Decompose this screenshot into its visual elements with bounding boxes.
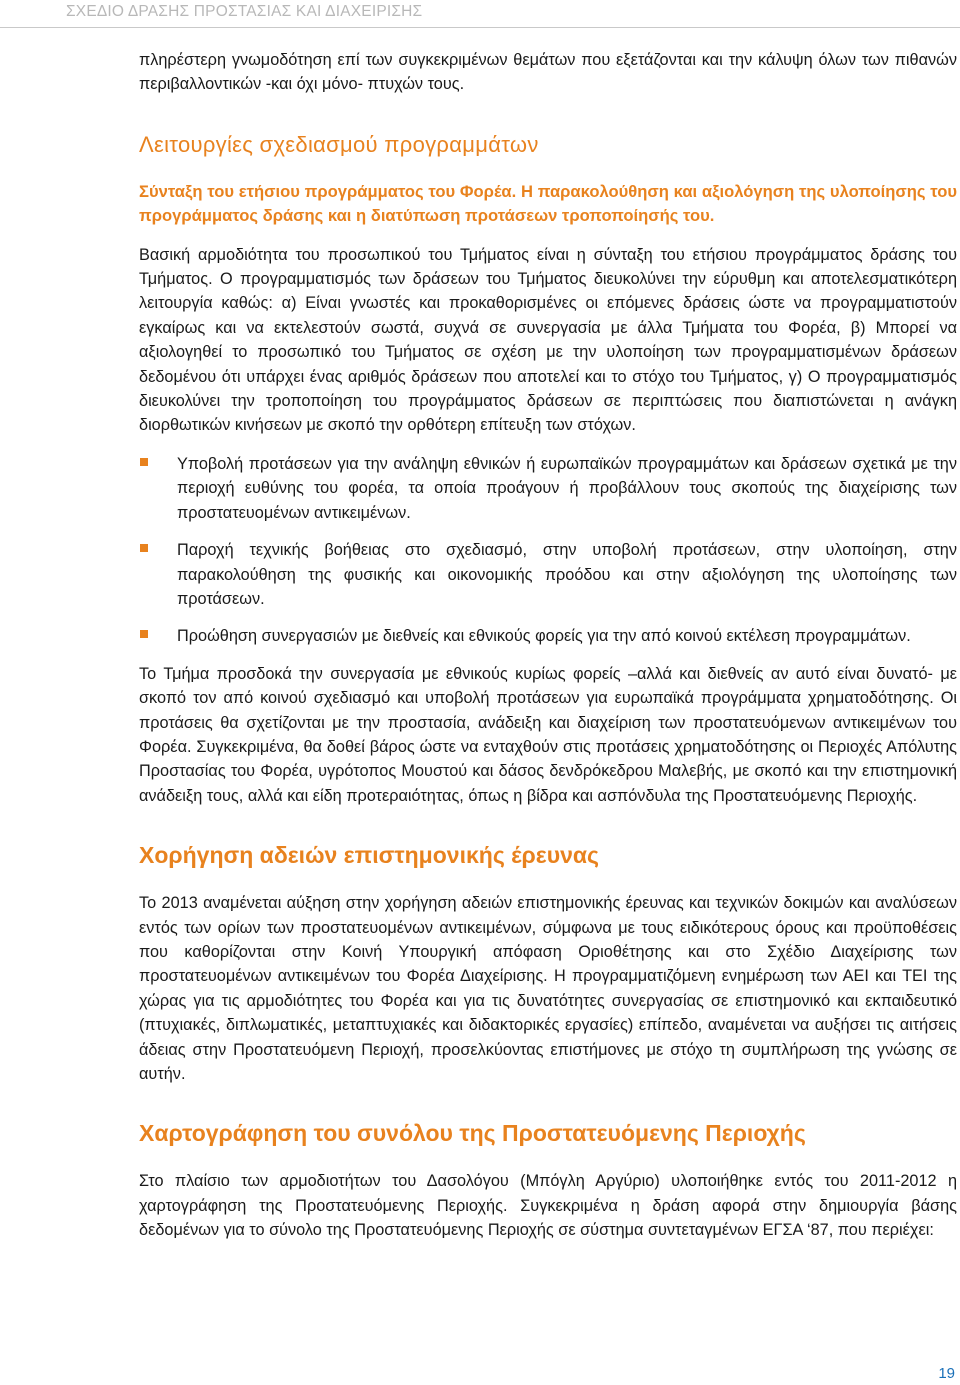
section-title-program-design: Λειτουργίες σχεδιασμού προγραμμάτων: [139, 131, 539, 157]
list-item: [139, 452, 957, 525]
page-number: 19: [938, 1365, 955, 1382]
bullet-text: Προώθηση συνεργασιών με διεθνείς και εθνικούς φορείς για την από κοινού εκτέλεση προγραμμάτων.: [177, 627, 911, 646]
bullet-text: Υποβολή προτάσεων για την ανάληψη εθνικών ή ευρωπαϊκών προγραμμάτων και δράσεων σχετικά με την περιοχή ευθύνης του φορέα, τα οποία προάγουν ή προβάλλουν τους σκοπούς της διαχείρισης των προστατευομένων αντικειμένων.: [177, 454, 957, 522]
section-title-mapping: Χαρτογράφηση του συνόλου της Προστατευόμενης Περιοχής: [139, 1120, 806, 1147]
research-paragraph: Το 2013 αναμένεται αύξηση στην χορήγηση αδειών επιστημονικής έρευνας και τεχνικών δοκιμών και αναλύσεων εντός των ορίων των προστατευομένων αντικειμένων, σύμφωνα με τους ειδικότερους όρους και προϋποθέσεις που καθορίζονται στην Κοινή Υπουργική απόφαση Οριοθέτησης και στο Σχέδιο Διαχείρισης των προστατευομένων αντικειμένων του Φορέα Διαχείρισης. Η προγραμματιζόμενη ενημέρωση των ΑΕΙ και ΤΕΙ της χώρας για τις αρμοδιότητες του Φορέα και για τις δυνατότητες συνεργασίας σε επιστημονικό και εκπαιδευτικό (πτυχιακές, διπλωματικές, μεταπτυχιακές και διδακτορικές εργασίες) επίπεδο, αναμένεται να αυξήσει τις αιτήσεις άδειας στην Προστατευόμενη Περιοχή, προσελκύοντας επιστήμονες με στόχο τη συμπλήρωση της γνώσης σε αυτήν.: [139, 894, 957, 1083]
bullet-text: Παροχή τεχνικής βοήθειας στο σχεδιασμό, στην υποβολή προτάσεων, στην υλοποίηση, στην παρακολούθηση της φυσικής και οικονομικής προόδου και στην αξιολόγηση της υλοποίησης των προτάσεων.: [177, 541, 957, 608]
square-bullet-icon: [140, 458, 148, 466]
program-paragraph: Βασική αρμοδιότητα του προσωπικού του Τμήματος είναι η σύνταξη του ετήσιου προγράμματος δράσης του Τμήματος. Ο προγραμματισμός των δράσεων του Τμήματος διευκολύνει την εύρυθμη και αποτελεσματικότερη λειτουργία καθώς: α) Είναι γνωστές και προκαθορισμένες οι επόμενες δράσεις ώστε να προγραμματιστούν εγκαίρως και να εκτελεστούν σωστά, συχνά σε συνεργασία με άλλα Τμήματα του Φορέα, β) Μπορεί να αξιολογηθεί το προσωπικό του Τμήματος σε σχέση με την υλοποίηση των προγραμματισμένων δράσεων δεδομένου ότι υπάρχει ένας αριθμός δράσεων που αποτελεί και το στόχο του Τμήματος, γ) Ο προγραμματισμός διευκολύνει την τροποποίηση του προγράμματος δράσεων σε περιπτώσεις που διαπιστώνεται η ανάγκη διορθωτικών κινήσεων με σκοπό την ορθότερη επίτευξη των στόχων.: [139, 245, 957, 435]
subsection-title-annual-program: Σύνταξη του ετήσιου προγράμματος του Φορέα. Η παρακολούθηση και αξιολόγηση της υλοποίησης του προγράμματος δράσης και η διατύπωση προτάσεων τροποποίησής του.: [139, 181, 957, 226]
running-header: [0, 0, 960, 28]
square-bullet-icon: [140, 544, 148, 552]
list-item: [139, 538, 957, 611]
page-content: [139, 48, 957, 1243]
intro-paragraph: πληρέστερη γνωμοδότηση επί των συγκεκριμένων θεμάτων που εξετάζονται και την κάλυψη όλων των πιθανών περιβαλλοντικών -και όχι μόνο- πτυχών τους.: [139, 51, 957, 94]
running-header-title: ΣΧΕΔΙΟ ΔΡΑΣΗΣ ΠΡΟΣΤΑΣΙΑΣ ΚΑΙ ΔΙΑΧΕΙΡΙΣΗΣ: [66, 3, 423, 20]
cooperation-paragraph: Το Τμήμα προσδοκά την συνεργασία με εθνικούς κυρίως φορείς –αλλά και διεθνείς αν αυτό είναι δυνατό- με σκοπό τον από κοινού σχεδιασμό και υποβολή προτάσεων για ευρωπαϊκά προγράμματα χρηματοδότησης. Οι προτάσεις θα σχετίζονται με την προστασία, ανάδειξη και διαχείριση των προστατευόμενων αντικειμένων του Φορέα. Συγκεκριμένα, θα δοθεί βάρος ώστε να ενταχθούν στις προτάσεις χρηματοδότησης οι Περιοχές Απόλυτης Προστασίας του Φορέα, υγρότοπος Μουστού και δάσος δενδρόκεδρου Μαλεβής, με σκοπό και την επιστημονική ανάδειξη τους, αλλά και είδη προτεραιότητας, όπως η βίδρα και ασπόνδυλα της Προστατευόμενης Περιοχής.: [139, 664, 957, 805]
section-title-research-permits: Χορήγηση αδειών επιστημονικής έρευνας: [139, 842, 599, 869]
bullet-list: [139, 452, 957, 649]
list-item: [139, 624, 957, 648]
square-bullet-icon: [140, 630, 148, 638]
mapping-paragraph: Στο πλαίσιο των αρμοδιοτήτων του Δασολόγου (Μπόγλη Αργύριο) υλοποιήθηκε εντός του 2011-2012 η χαρτογράφηση της Προστατευόμενης Περιοχής. Συγκεκριμένα η δράση αφορά στην δημιουργία βάσης δεδομένων για το σύνολο της Προστατευόμενης Περιοχής σε σύστημα συντεταγμένων ΕΓΣΑ ‘87, που περιέχει:: [139, 1172, 957, 1240]
